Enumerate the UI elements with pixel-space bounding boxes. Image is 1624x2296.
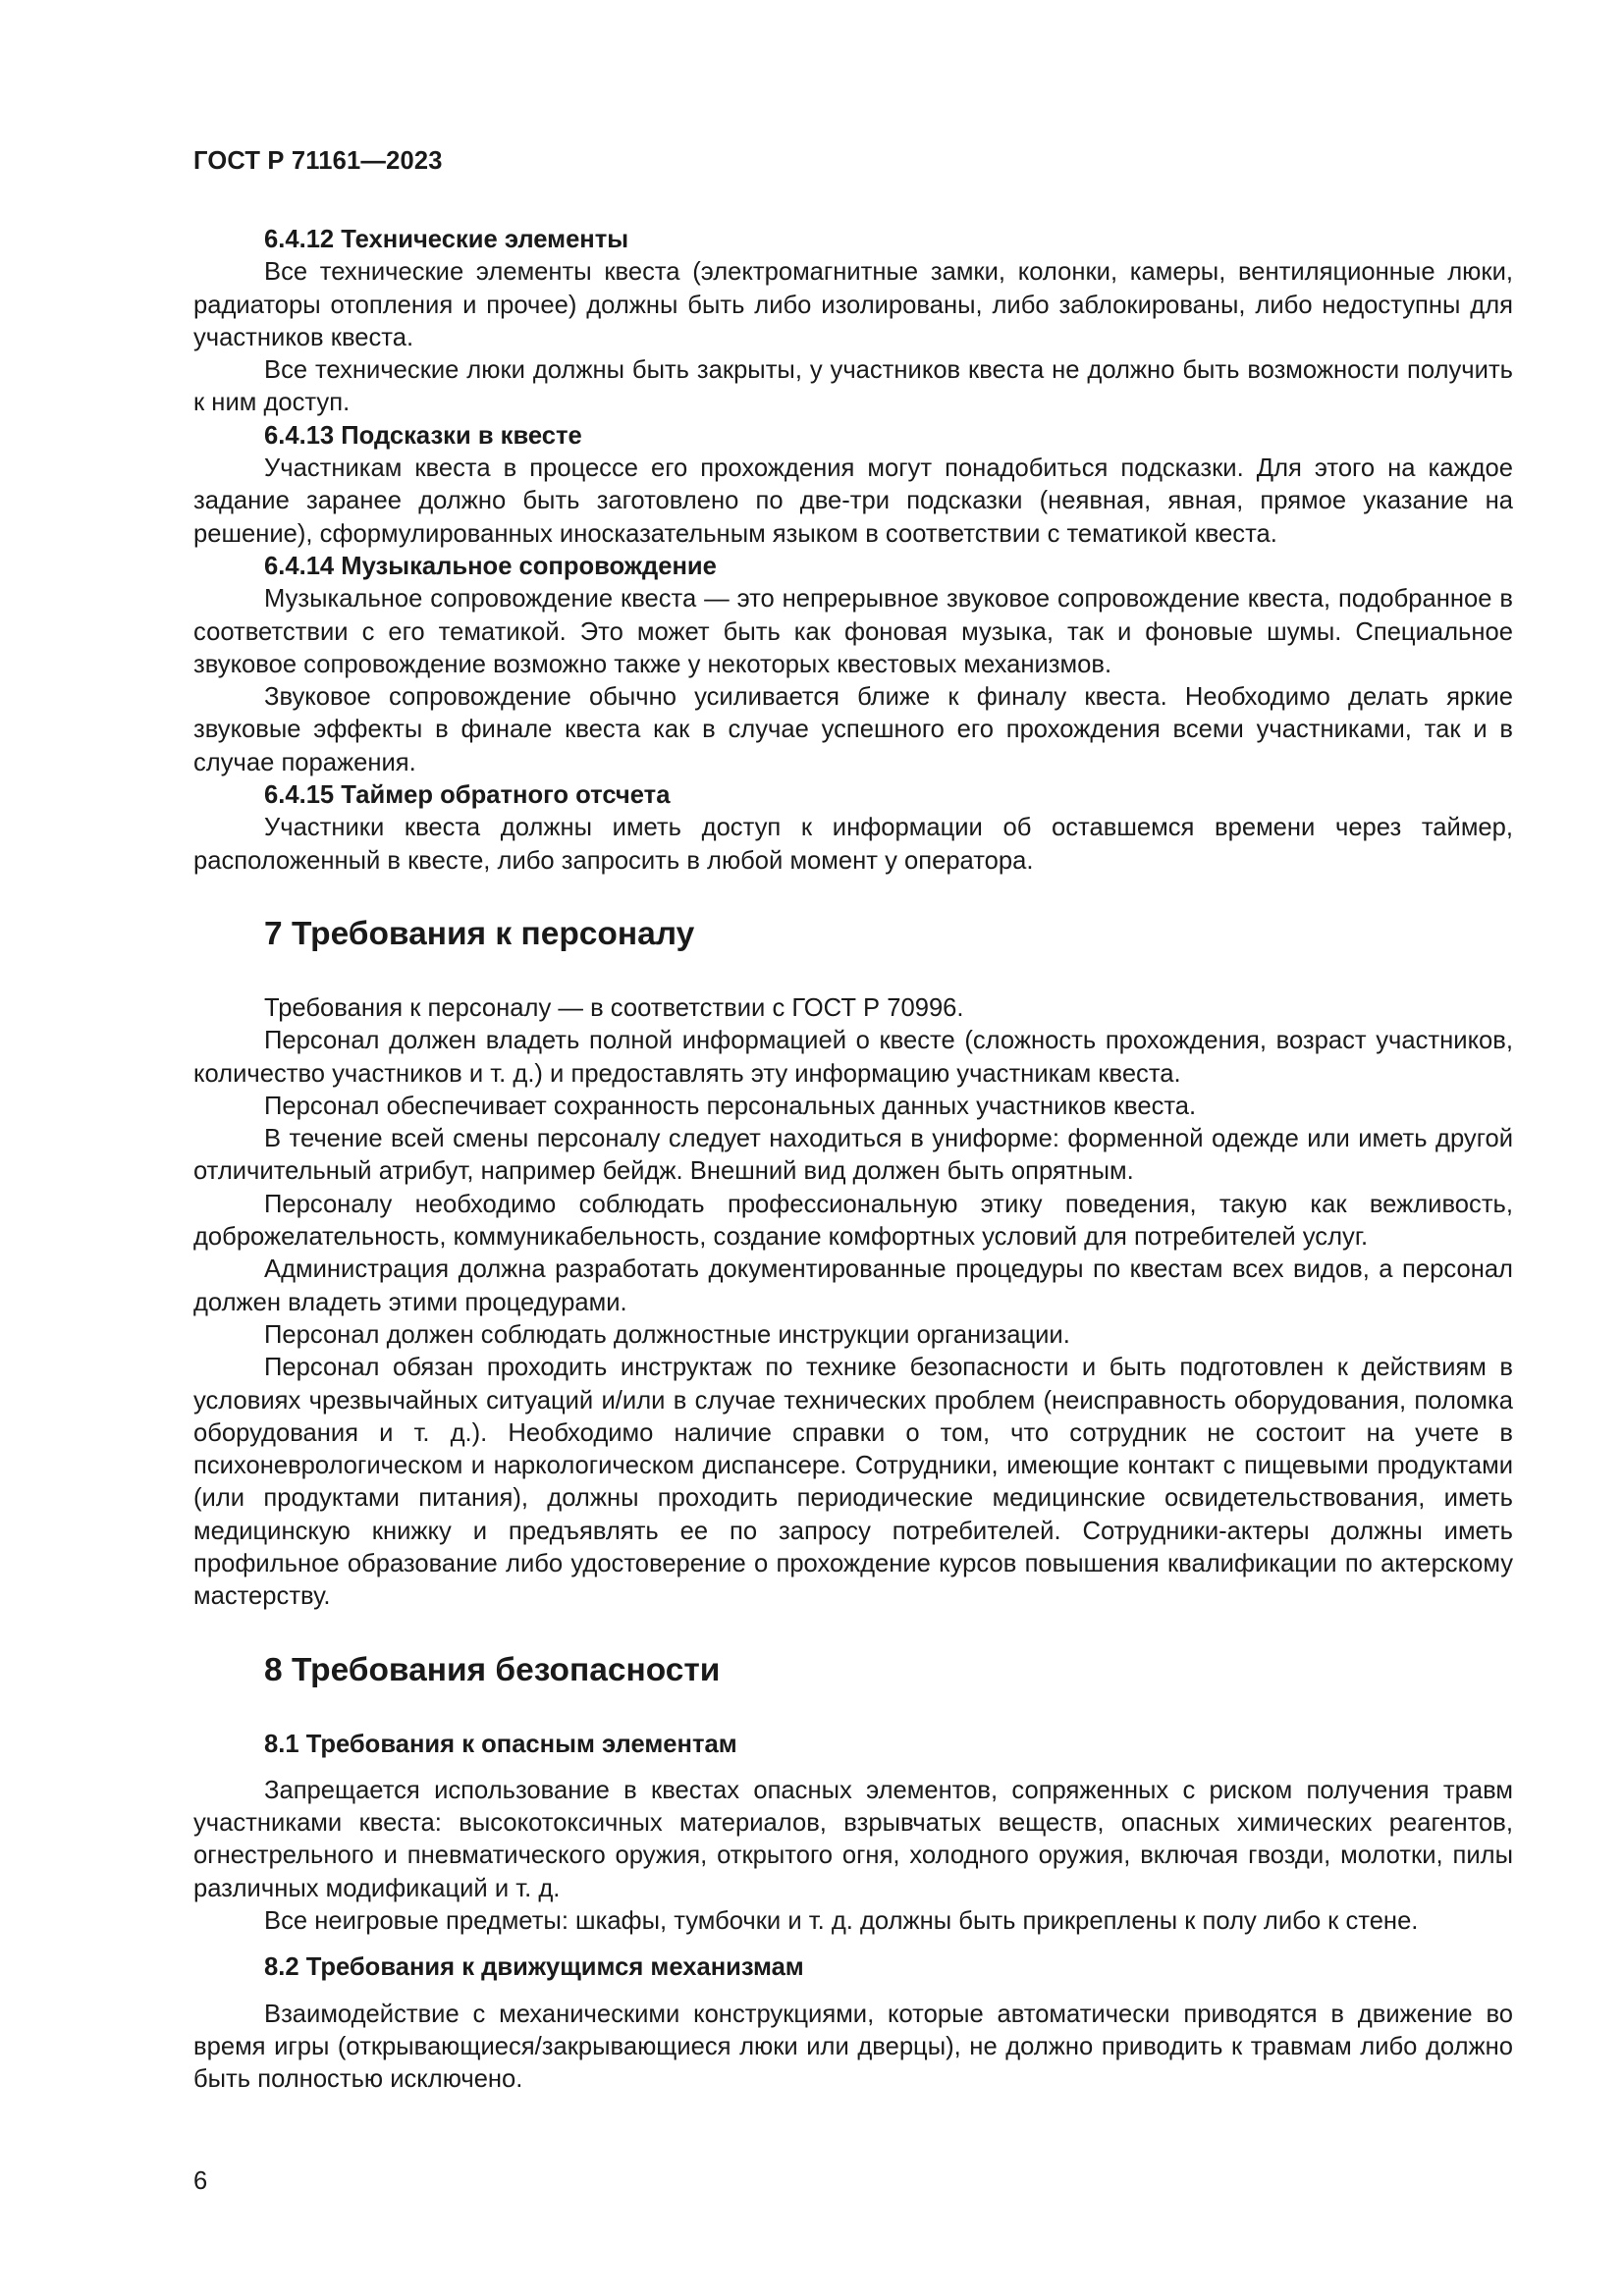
section-6-4-14-title: 6.4.14 Музыкальное сопровождение bbox=[264, 552, 717, 580]
document-code: ГОСТ Р 71161—2023 bbox=[193, 147, 443, 175]
paragraph: В течение всей смены персоналу следует находиться в униформе: форменной одежде или иметь другой отличительный атрибут, например бейдж. Внешний вид должен быть опрятным. bbox=[193, 1125, 1513, 1186]
document-body bbox=[193, 224, 1513, 2097]
paragraph: Персонал обязан проходить инструктаж по технике безопасности и быть подготовлен к действиям в условиях чрезвычайных ситуаций и/или в случае технических проблем (неисправность оборудования, поломка оборудования и т. д.). Необходимо наличие справки о том, что сотрудник не состоит на учете в психоневрологическом и наркологическом диспансере. Сотрудники, имеющие контакт с пищевыми продуктами (или продуктами питания), должны проходить периодические медицинские освидетельствования, иметь медицинскую книжку и предъявлять ее по запросу потребителей. Сотрудники-актеры должны иметь профильное образование либо удостоверение о прохождение курсов повышения квалификации по актерскому мастерству. bbox=[193, 1354, 1513, 1611]
paragraph: Участникам квеста в процессе его прохождения могут понадобиться подсказки. Для этого на каждое задание заранее должно быть заготовлено по две-три подсказки (неявная, явная, прямое указание на решение), сформулированных иносказательным языком в соответствии с тематикой квеста. bbox=[193, 454, 1513, 548]
paragraph: Администрация должна разработать документированные процедуры по квестам всех видов, а персонал должен владеть этими процедурами. bbox=[193, 1255, 1513, 1316]
section-6-4-13-title: 6.4.13 Подсказки в квесте bbox=[264, 421, 582, 450]
paragraph: Звуковое сопровождение обычно усиливается ближе к финалу квеста. Необходимо делать яркие звуковые эффекты в финале квеста как в случае успешного его прохождения всеми участниками, так и в случае поражения. bbox=[193, 683, 1513, 776]
section-6-4-15-title: 6.4.15 Таймер обратного отсчета bbox=[264, 781, 671, 810]
section-8-heading: 8 Требования безопасности bbox=[264, 1651, 721, 1688]
paragraph: Все технические элементы квеста (электромагнитные замки, колонки, камеры, вентиляционные люки, радиаторы отопления и прочее) должны быть либо изолированы, либо заблокированы, либо недоступны для участников квеста. bbox=[193, 258, 1513, 351]
section-6-4-12-title: 6.4.12 Технические элементы bbox=[264, 226, 629, 253]
section-8-1-title: 8.1 Требования к опасным элементам bbox=[264, 1730, 737, 1758]
page-number: 6 bbox=[193, 2167, 208, 2195]
paragraph: Персонал обеспечивает сохранность персональных данных участников квеста. bbox=[264, 1092, 1197, 1120]
paragraph: Взаимодействие с механическими конструкциями, которые автоматически приводятся в движение во время игры (открывающиеся/закрывающиеся люки или дверцы), не должно приводить к травмам либо должно быть полностью исключено. bbox=[193, 2000, 1513, 2094]
paragraph: Требования к персоналу — в соответствии с ГОСТ Р 70996. bbox=[264, 993, 964, 1022]
paragraph: Персоналу необходимо соблюдать профессиональную этику поведения, такую как вежливость, доброжелательность, коммуникабельность, создание комфортных условий для потребителей услуг. bbox=[193, 1190, 1513, 1252]
paragraph: Все технические люки должны быть закрыты, у участников квеста не должно быть возможности получить к ним доступ. bbox=[193, 356, 1513, 417]
section-8-2-title: 8.2 Требования к движущимся механизмам bbox=[264, 1953, 804, 1982]
section-7-heading: 7 Требования к персоналу bbox=[264, 915, 695, 952]
paragraph: Участники квеста должны иметь доступ к информации об оставшемся времени через таймер, расположенный в квесте, либо запросить в любой момент у оператора. bbox=[193, 814, 1513, 875]
paragraph: Персонал должен владеть полной информацией о квесте (сложность прохождения, возраст участников, количество участников и т. д.) и предоставлять эту информацию участникам квеста. bbox=[193, 1027, 1513, 1088]
paragraph: Все неигровые предметы: шкафы, тумбочки и т. д. должны быть прикреплены к полу либо к стене. bbox=[264, 1907, 1419, 1936]
paragraph: Персонал должен соблюдать должностные инструкции организации. bbox=[264, 1320, 1070, 1349]
paragraph: Запрещается использование в квестах опасных элементов, сопряженных с риском получения травм участниками квеста: высокотоксичных материалов, взрывчатых веществ, опасных химических реагентов, огнестрельного и пневматического оружия, открытого огня, холодного оружия, включая гвозди, молотки, пилы различных модификаций и т. д. bbox=[193, 1776, 1513, 1902]
paragraph: Музыкальное сопровождение квеста — это непрерывное звуковое сопровождение квеста, подобранное в соответствии с его тематикой. Это может быть как фоновая музыка, так и фоновые шумы. Специальное звуковое сопровождение возможно также у некоторых квестовых механизмов. bbox=[193, 585, 1513, 678]
